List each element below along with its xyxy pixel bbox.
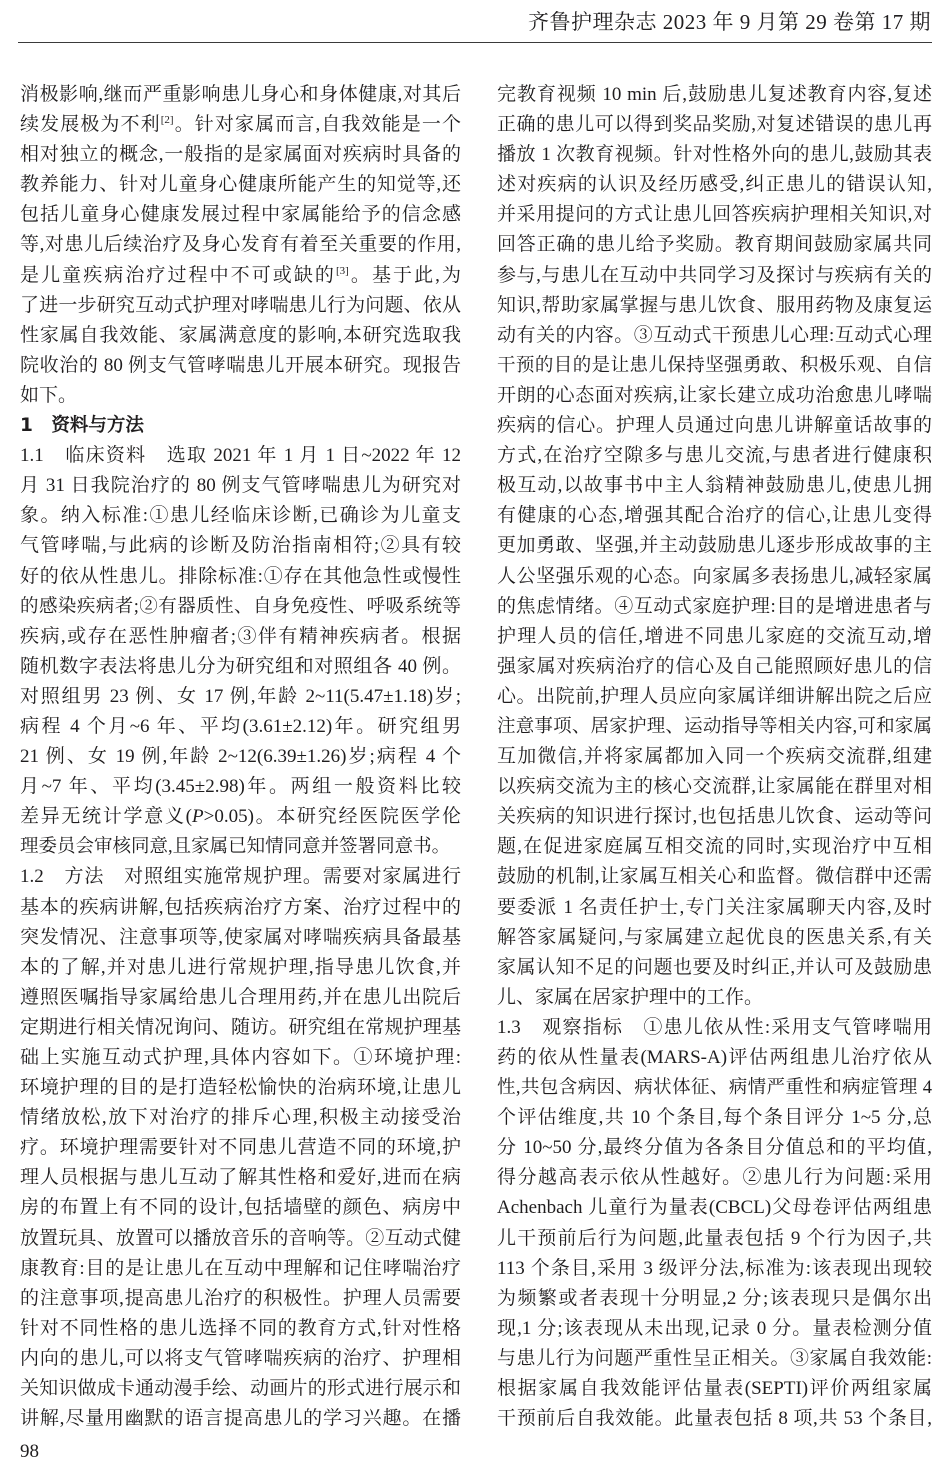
text-line: 得分越高表示依从性越好。②患儿行为问题:采用 — [497, 1167, 932, 1189]
text-segment: 续发展极为不利 — [20, 114, 161, 136]
text-line: 知识,帮助家属掌握与患儿饮食、服用药物及康复运 — [497, 294, 932, 316]
text-line: 了进一步研究互动式护理对哮喘患儿行为问题、依从 — [20, 294, 461, 316]
text-line: 心。出院前,护理人员应向家属详细讲解出院之后应 — [497, 685, 932, 707]
text-line: 月 31 日我院治疗的 80 例支气管哮喘患儿为研究对 — [20, 475, 461, 497]
text-line: 等,对患儿后续治疗及身心发育有着至关重要的作用, — [20, 234, 461, 256]
left-column — [20, 80, 461, 1434]
text-line: 注意事项、居家护理、运动指导等相关内容,可和家属 — [497, 716, 932, 737]
text-line: 对照组男 23 例、女 17 例,年龄 2~11(5.47±1.18)岁; — [20, 685, 461, 707]
text-line: Achenbach 儿童行为量表(CBCL)父母卷评估两组患 — [497, 1197, 932, 1219]
text-line: 解答家属疑问,与家属建立起优良的医患关系,有关 — [497, 926, 932, 948]
page-number: 98 — [20, 1441, 39, 1462]
text-line: 鼓励的机制,让家属互相关心和监督。微信群中还需 — [497, 866, 932, 888]
text-line: 的焦虑情绪。④互动式家庭护理:目的是增进患者与 — [497, 595, 932, 617]
text-line: 月~7 年、平均(3.45±2.98)年。两组一般资料比较 — [20, 776, 461, 798]
text-line: 家属认知不足的问题也要及时纠正,并认可及鼓励患 — [497, 956, 932, 978]
text-line: 1.2 方法 对照组实施常规护理。需要对家属进行 — [20, 866, 461, 888]
text-line: 护理人员的信任,增进不同患儿家庭的交流互动,增 — [497, 625, 932, 647]
text-line: 讲解,尽量用幽默的语言提高患儿的学习兴趣。在播 — [20, 1408, 461, 1430]
text-line — [20, 261, 461, 291]
text-line: 题,在促进家庭属互相交流的同时,实现治疗中互相 — [497, 836, 932, 858]
text-line: 113 个条目,采用 3 级评分法,标准为:该表现出现较 — [497, 1257, 932, 1279]
text-line — [20, 802, 461, 832]
text-line: 动有关的内容。③互动式干预患儿心理:互动式心理 — [497, 324, 932, 346]
text-line — [20, 110, 461, 140]
text-line: 遵照医嘱指导家属给患儿合理用药,并在患儿出院后 — [20, 986, 461, 1008]
text-line: 正确的患儿可以得到奖品奖励,对复述错误的患儿再 — [497, 114, 932, 136]
text-line: 气管哮喘,与此病的诊断及防治指南相符;②具有较 — [20, 535, 461, 557]
text-line: 基本的疾病讲解,包括疾病治疗方案、治疗过程中的 — [20, 896, 461, 918]
text-line: 关疾病的知识进行探讨,也包括患儿饮食、运动等问 — [497, 806, 932, 828]
text-line: 定期进行相关情况询问、随访。研究组在常规护理基 — [20, 1016, 461, 1038]
text-line: 根据家属自我效能评估量表(SEPTI)评价两组家属 — [497, 1378, 932, 1400]
text-line: 象。纳入标准:①患儿经临床诊断,已确诊为儿童支 — [20, 505, 461, 527]
text-line: 强家属对疾病治疗的信心及自己能照顾好患儿的信 — [497, 655, 932, 677]
text-line: 性,共包含病因、病状体征、病情严重性和病症管理 4 — [497, 1078, 932, 1099]
citation-reference: [2] — [160, 114, 174, 127]
text-line: 以疾病交流为主的核心交流群,让家属能在群里对相 — [497, 776, 932, 798]
text-line: 房的布置上有不同的设计,包括墙壁的颜色、病房中 — [20, 1197, 461, 1219]
text-line: 播放 1 次教育视频。针对性格外向的患儿,鼓励其表 — [497, 144, 932, 166]
text-line: 针对不同性格的患儿选择不同的教育方式,针对性格 — [20, 1317, 461, 1339]
text-line: 更加勇敢、坚强,并主动鼓励患儿逐步形成故事的主 — [497, 535, 932, 557]
text-line: 分 10~50 分,最终分值为各条目分值总和的平均值, — [497, 1137, 932, 1159]
text-line: 药的依从性量表(MARS-A)评估两组患儿治疗依从 — [497, 1047, 932, 1068]
text-line: 为频繁或者表现十分明显,2 分;该表现只是偶尔出 — [497, 1287, 932, 1309]
text-line: 消极影响,继而严重影响患儿身心和身体健康,对其后 — [20, 84, 461, 105]
text-line: 有健康的心态,增强其配合治疗的信心,让患儿变得 — [497, 505, 932, 527]
text-segment: 。针对家属而言,自我效能是一个 — [173, 114, 461, 136]
text-line: 如下。 — [20, 384, 78, 406]
text-line: 人公坚强乐观的心态。向家属多表扬患儿,减轻家属 — [497, 565, 932, 587]
text-line: 院收治的 80 例支气管哮喘患儿开展本研究。现报告 — [20, 354, 461, 376]
header-rule — [18, 42, 932, 43]
text-line: 关知识做成卡通动漫手绘、动画片的形式进行展示和 — [20, 1378, 461, 1400]
text-line: 1.1 临床资料 选取 2021 年 1 月 1 日~2022 年 12 — [20, 445, 461, 467]
text-line: 与患儿行为问题严重性呈正相关。③家属自我效能: — [497, 1347, 932, 1369]
text-line: 述对疾病的认识及经历感受,纠正患儿的错误认知, — [497, 174, 932, 196]
journal-header: 齐鲁护理杂志 2023 年 9 月第 29 卷第 17 期 — [528, 10, 931, 34]
text-line: 情绪放松,放下对治疗的排斥心理,积极主动接受治 — [20, 1107, 461, 1129]
text-segment: 。基于此,为 — [348, 264, 461, 286]
text-line: 内向的患儿,可以将支气管哮喘疾病的治疗、护理相 — [20, 1347, 461, 1369]
text-line: 方式,在治疗空隙多与患儿交流,与患者进行健康积 — [497, 445, 932, 467]
text-line: 儿、家属在居家护理中的工作。 — [497, 986, 764, 1008]
text-line: 疾病的信心。护理人员通过向患儿讲解童话故事的 — [497, 415, 932, 437]
text-line: 突发情况、注意事项等,使家属对哮喘疾病具备最基 — [20, 926, 461, 948]
text-line: 教养能力、针对儿童身心健康所能产生的知觉等,还 — [20, 174, 461, 196]
text-line: 理人员根据与患儿互动了解其性格和爱好,进而在病 — [20, 1167, 461, 1189]
text-line: 的注意事项,提高患儿治疗的积极性。护理人员需要 — [20, 1287, 461, 1309]
text-line: 个评估维度,共 10 个条目,每个条目评分 1~5 分,总 — [497, 1107, 932, 1129]
text-line: 干预的目的是让患儿保持坚强勇敢、积极乐观、自信 — [497, 355, 932, 376]
text-line: 回答正确的患儿给予奖励。教育期间鼓励家属共同 — [497, 234, 932, 256]
text-line: 疾病,或存在恶性肿瘤者;③伴有精神疾病者。根据 — [20, 625, 461, 647]
text-line: 干预前后自我效能。此量表包括 8 项,共 53 个条目, — [497, 1408, 932, 1430]
text-line: 环境护理的目的是打造轻松愉快的治病环境,让患儿 — [20, 1077, 461, 1099]
text-line: 放置玩具、放置可以播放音乐的音响等。②互动式健 — [20, 1227, 461, 1249]
citation-reference: [3] — [336, 264, 349, 277]
text-line: 随机数字表法将患儿分为研究组和对照组各 40 例。 — [20, 655, 461, 677]
text-line: 互加微信,并将家属都加入同一个疾病交流群,组建 — [497, 746, 932, 768]
text-line: 理委员会审核同意,且家属已知情同意并签署同意书。 — [20, 837, 451, 858]
text-line: 完教育视频 10 min 后,鼓励患儿复述教育内容,复述 — [497, 84, 932, 105]
text-line: 包括儿童身心健康发展过程中家属能给予的信念感 — [20, 204, 461, 226]
paragraph — [20, 441, 461, 862]
section-heading: 1 资料与方法 — [20, 415, 144, 437]
text-segment: >0.05)。本研究经医院医学伦 — [203, 806, 462, 828]
text-line: 本的了解,并对患儿进行常规护理,指导患儿饮食,并 — [20, 956, 461, 978]
statistic-symbol: P — [192, 806, 204, 828]
paragraph — [497, 80, 932, 1013]
right-column — [497, 80, 932, 1434]
text-line: 好的依从性患儿。排除标准:①存在其他急性或慢性 — [20, 565, 461, 587]
text-line: 康教育:目的是让患儿在互动中理解和记住哮喘治疗 — [20, 1257, 461, 1279]
paragraph — [20, 862, 461, 1434]
text-line: 并采用提问的方式让患儿回答疾病护理相关知识,对 — [497, 204, 932, 226]
paragraph — [497, 1013, 932, 1434]
text-line: 要委派 1 名责任护士,专门关注家属聊天内容,及时 — [497, 896, 932, 918]
text-line: 21 例、女 19 例,年龄 2~12(6.39±1.26)岁;病程 4 个 — [20, 746, 461, 768]
text-line: 儿干预前后行为问题,此量表包括 9 个行为因子,共 — [497, 1227, 932, 1249]
text-line: 础上实施互动式护理,具体内容如下。①环境护理: — [20, 1047, 461, 1068]
text-line: 的感染疾病者;②有器质性、自身免疫性、呼吸系统等 — [20, 596, 461, 617]
text-line: 参与,与患儿在互动中共同学习及探讨与疾病有关的 — [497, 264, 932, 286]
text-line: 性家属自我效能、家属满意度的影响,本研究选取我 — [20, 324, 461, 346]
text-line: 相对独立的概念,一般指的是家属面对疾病时具备的 — [20, 144, 461, 166]
text-line: 1.3 观察指标 ①患儿依从性:采用支气管哮喘用 — [497, 1016, 932, 1038]
paragraph — [20, 80, 461, 411]
text-segment: 差异无统计学意义( — [20, 806, 193, 828]
text-line: 开朗的心态面对疾病,让家长建立成功治愈患儿哮喘 — [497, 384, 932, 406]
text-line: 极互动,以故事书中主人翁精神鼓励患儿,使患儿拥 — [497, 475, 932, 497]
text-line: 疗。环境护理需要针对不同患儿营造不同的环境,护 — [20, 1137, 461, 1159]
text-line: 病程 4 个月~6 年、平均(3.61±2.12)年。研究组男 — [20, 715, 461, 737]
text-segment: 是儿童疾病治疗过程中不可或缺的 — [20, 264, 336, 286]
text-line: 现,1 分;该表现从未出现,记录 0 分。量表检测分值 — [497, 1317, 932, 1339]
